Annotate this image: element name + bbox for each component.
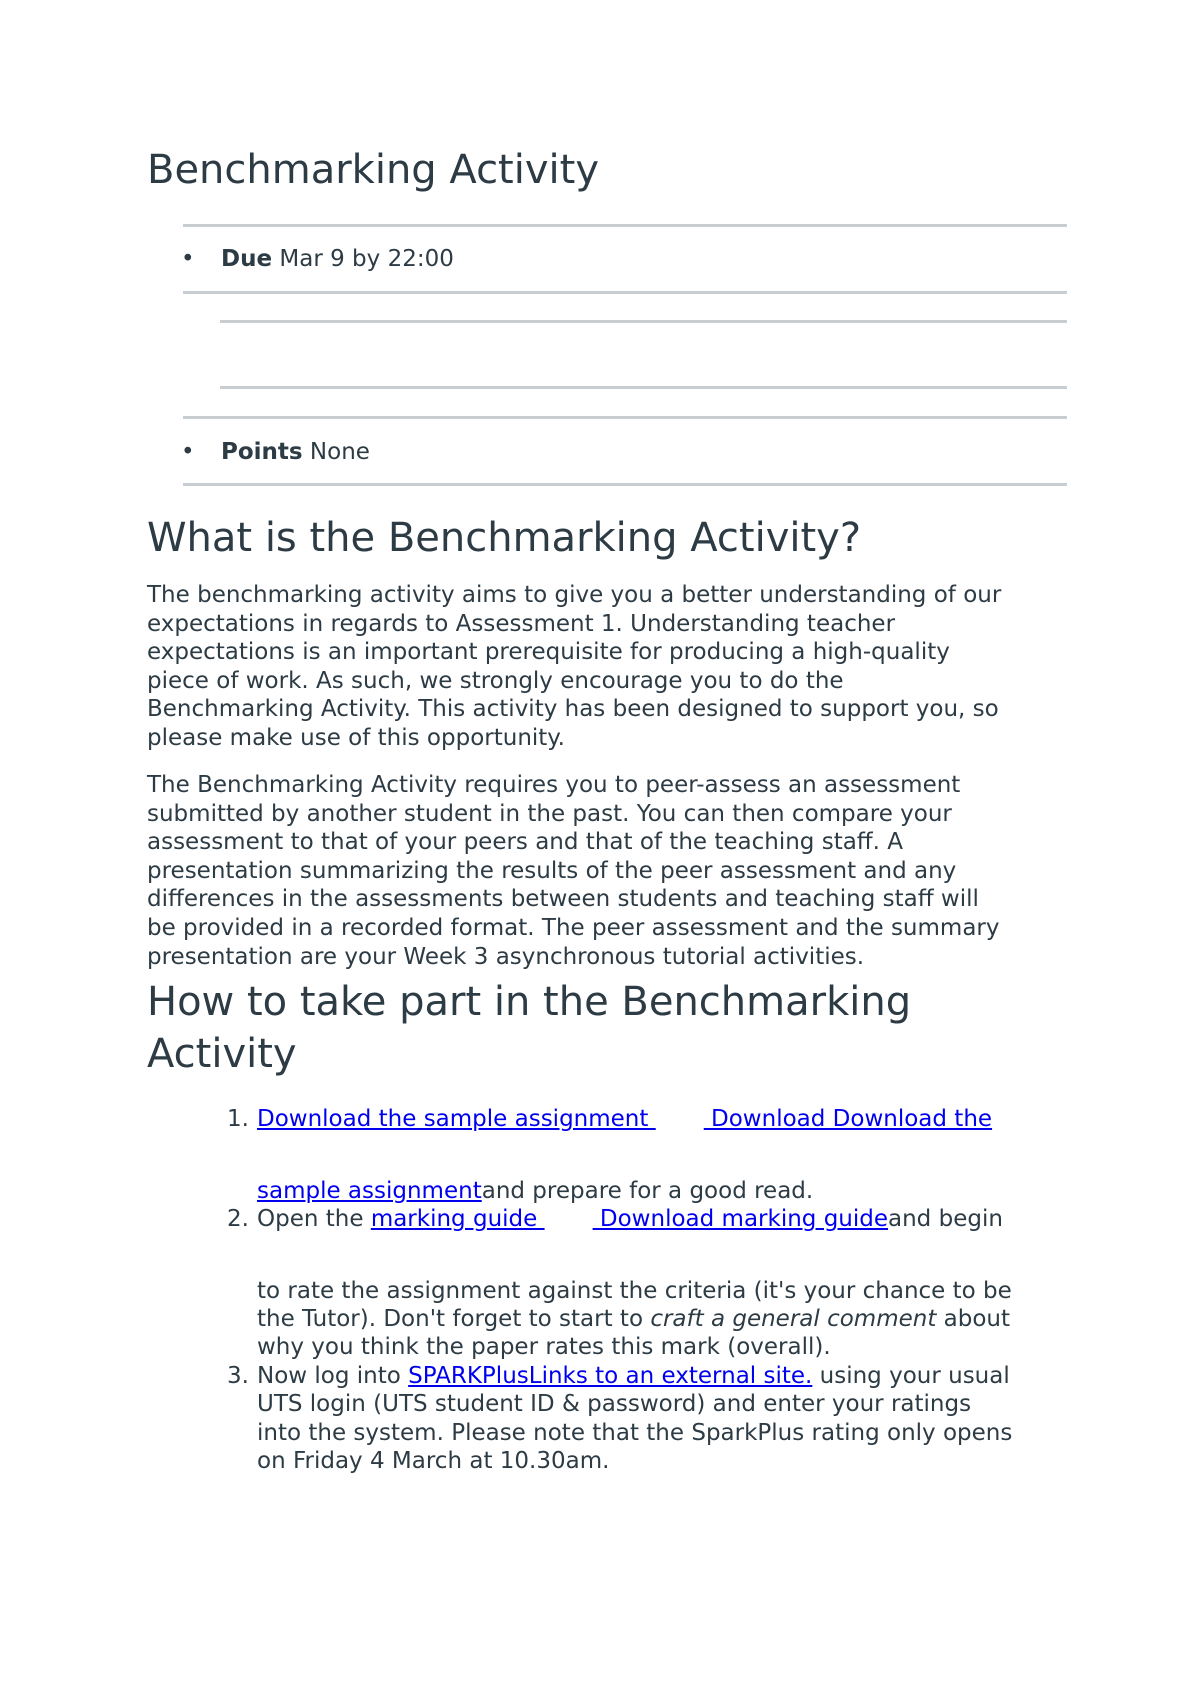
details-paragraph: The Benchmarking Activity requires you to peer-assess an assessment submitted by another student in the past. You can then compare your assessment to that of your peers and that of the teaching staff. A presentation summarizing the results of the peer assessment and any differences in the assessments between students and teaching staff will be provided in a recorded format. The peer assessment and the summary presentation are your Week 3 asynchronous tutorial activities. — [147, 772, 1000, 970]
list-number: 1. — [227, 1106, 249, 1132]
points-label: Points — [221, 439, 303, 465]
page-title: Benchmarking Activity — [147, 147, 599, 193]
bullet-icon: • — [181, 439, 195, 465]
divider — [183, 291, 1067, 294]
sample-assignment-link[interactable]: Download the sample assignment — [257, 1106, 656, 1132]
section-heading-what-is: What is the Benchmarking Activity? — [147, 515, 862, 561]
due-label: Due — [221, 246, 273, 272]
intro-paragraph: The benchmarking activity aims to give you a better understanding of our expectations in regards to Assessment 1. Understanding teacher expectations is an important prerequisite for producing a high-quality piece of work. As such, we strongly encourage you to do the Benchmarking Activity. This activity has been designed to support you, so please make use of this opportunity. — [147, 582, 1002, 751]
section-heading-how-to: How to take part in the Benchmarking Activity — [147, 979, 912, 1077]
divider — [183, 224, 1067, 227]
marking-guide-link[interactable]: marking guide — [370, 1206, 545, 1232]
list-number: 2. — [227, 1206, 249, 1232]
download-sample-assignment-link-cont[interactable]: sample assignment — [257, 1178, 482, 1204]
list-number: 3. — [227, 1363, 249, 1389]
divider — [220, 386, 1067, 389]
points-value: None — [309, 439, 370, 465]
bullet-icon: • — [181, 246, 195, 272]
download-marking-guide-link[interactable]: Download marking guide — [592, 1206, 889, 1232]
sparkplus-link[interactable]: SPARKPlusLinks to an external site. — [408, 1363, 813, 1389]
divider — [220, 320, 1067, 323]
download-sample-assignment-link[interactable]: Download Download the — [703, 1106, 993, 1132]
due-value: Mar 9 by 22:00 — [279, 246, 454, 272]
divider — [183, 416, 1067, 419]
divider — [183, 483, 1067, 486]
